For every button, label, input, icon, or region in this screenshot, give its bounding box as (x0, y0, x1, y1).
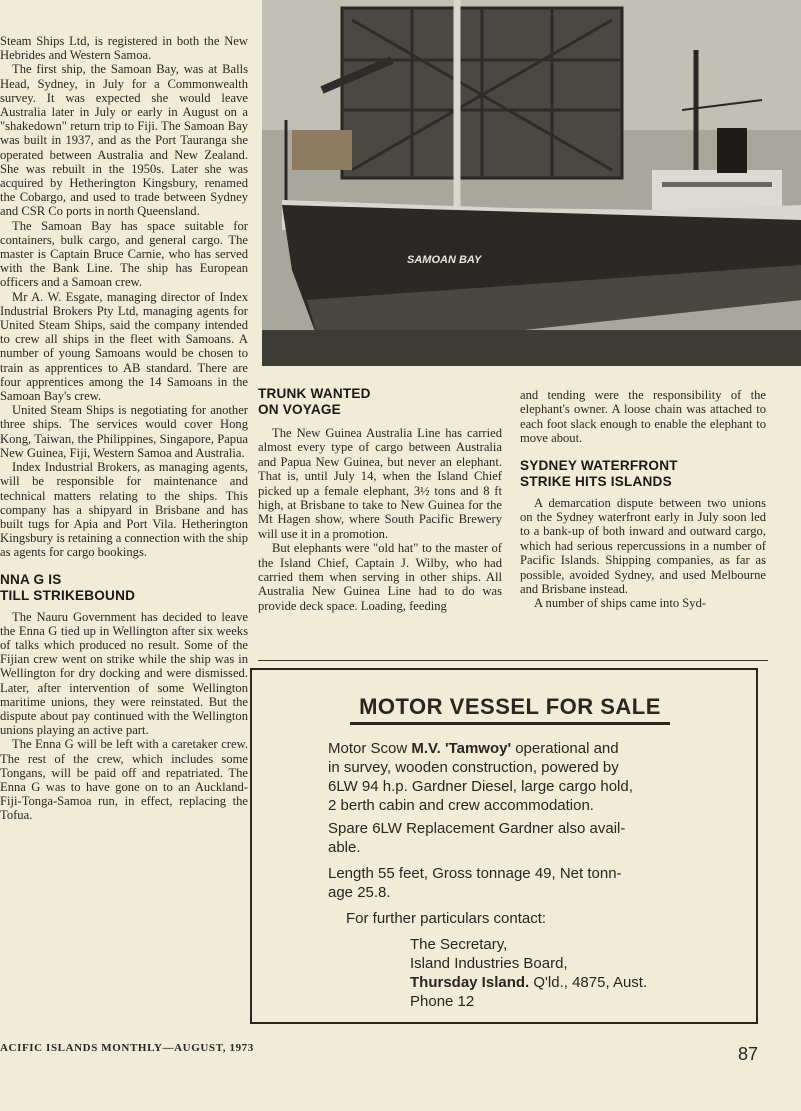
article-paragraph: The Enna G will be left with a caretaker crew. The rest of the crew, which includes some Tongans, will be paid off and repatriated. The Enna G was to have gone on to an Auckland-Fiji-Tonga-Samoa run, in effect, replacing the Tofua. (0, 737, 248, 823)
ad-line: 6LW 94 h.p. Gardner Diesel, large cargo hold, (328, 778, 633, 795)
article-paragraph: The Nauru Government has decided to leave the Enna G tied up in Wellington after six weeks of talks which produced no result. Some of the Fijian crew went on strike while the ship was in Wellington for dry docking and were dismissed. Later, after intervention of some Wellington maritime unions, they were reinstated. But the dispute about pay continued with the Wellington unions playing an active part. (0, 609, 248, 738)
article-paragraph: A demarcation dispute between two unions on the Sydney waterfront early in July soon led to a bank-up of both inward and outward cargo, which had serious repercussions in a number of Pacific Islands. Shipping companies, as far as possible, avoided Sydney, and used Melbourne and Brisbane instead. (520, 495, 766, 597)
right-column (520, 388, 766, 611)
article-paragraph: and tending were the responsibility of the elephant's owner. A loose chain was attached to each foot slack enough to enable the elephant to move about. (520, 388, 766, 446)
gantry-crane (322, 8, 622, 178)
running-footer: ACIFIC ISLANDS MONTHLY—AUGUST, 1973 (0, 1042, 254, 1054)
ad-line: able. (328, 839, 361, 856)
waterfront-heading-line1: SYDNEY WATERFRONT (520, 457, 678, 473)
ad-line: Spare 6LW Replacement Gardner also avail- (328, 820, 626, 837)
article-paragraph: Index Industrial Brokers, as managing agents, will be responsible for maintenance and technical matters relating to the ships. This company has a shipyard in Brisbane and has built tugs for Apia and Port Vila. Hetherington Kingsbury is retaining a connection with the ship as agents for cargo bookings. (0, 460, 248, 560)
ad-line: in survey, wooden construction, powered by (328, 759, 619, 776)
page-number: 87 (738, 1044, 759, 1064)
ad-address-line (410, 974, 647, 993)
trunk-heading-line2: ON VOYAGE (258, 402, 341, 417)
article-paragraph: United Steam Ships is negotiating for another three ships. The services would cover Hong Kong, Taiwan, the Philippines, Singapore, Papua New Guinea, Fiji, Western Samoa and Australia. (0, 403, 248, 460)
ad-address-line: The Secretary, (410, 936, 508, 953)
ad-title: MOTOR VESSEL FOR SALE (350, 694, 670, 725)
ad-text-fragment: Motor Scow (328, 740, 412, 757)
article-paragraph: But elephants were "old hat" to the master of the Island Chief, Captain J. Wilby, who had carried them when serving in other ships. All Australia New Guinea Line had to do was provide deck space. Loading, feeding (258, 541, 502, 613)
ad-line: Length 55 feet, Gross tonnage 49, Net tonn- (328, 865, 622, 882)
water (262, 330, 801, 366)
vessel-sale-advertisement (250, 668, 758, 1024)
trunk-heading-line1: TRUNK WANTED (258, 386, 371, 401)
ad-address-line: Island Industries Board, (410, 955, 568, 972)
enna-g-heading-line1: NNA G IS (0, 571, 62, 587)
middle-column (258, 386, 502, 613)
enna-g-heading-line2: TILL STRIKEBOUND (0, 587, 136, 603)
ship-photo (262, 0, 801, 366)
waterfront-heading-line2: STRIKE HITS ISLANDS (520, 473, 672, 489)
ad-line: 2 berth cabin and crew accommodation. (328, 797, 594, 814)
article-paragraph: The Samoan Bay has space suitable for containers, bulk cargo, and general cargo. The master is Captain Bruce Carnie, who has served with the Bank Line. The ship has European officers and a Samoan crew. (0, 218, 248, 290)
ad-text-fragment: Q'ld., 4875, Aust. (529, 974, 648, 991)
article-paragraph: Steam Ships Ltd, is registered in both the New Hebrides and Western Samoa. (0, 34, 248, 63)
ad-location: Thursday Island. (410, 974, 530, 991)
ad-line: age 25.8. (328, 884, 391, 901)
left-column (0, 34, 248, 823)
article-paragraph: Mr A. W. Esgate, managing director of Index Industrial Brokers Pty Ltd, managing agents for United Steam Ships, said the company intended to crew all ships in the fleet with Samoans. A number of young Samoans would be chosen to train as apprentices to AB standard. There are four apprentices among the 14 Samoans in the Samoan Bay's crew. (0, 289, 248, 404)
ship-illustration (262, 0, 801, 366)
article-paragraph: A number of ships came into Syd- (534, 596, 707, 611)
ad-line (328, 740, 619, 759)
vessel-name: M.V. 'Tamwoy' (411, 740, 512, 757)
ad-phone: Phone 12 (410, 993, 475, 1010)
article-paragraph: The first ship, the Samoan Bay, was at Balls Head, Sydney, in July for a Commonwealth survey. It was expected she would leave Australia later in July or early in August on a "shakedown" return trip to Fiji. The Samoan Bay was built in 1937, and as the Port Tauranga she operated between Australia and New Zealand. She was rebuilt in the 1950s. Later she was acquired by Hetherington Kingsbury, renamed the Cobargo, and used to trade between Sydney and CSR Co ports in north Queensland. (0, 62, 248, 219)
divider (258, 660, 768, 661)
ship-name-label: SAMOAN BAY (407, 254, 482, 266)
article-paragraph: The New Guinea Australia Line has carried almost every type of cargo between Australia and Papua New Guinea, but never an elephant. That is, until July 14, when the Island Chief picked up a female elephant, 3½ tons and 8 ft high, at Brisbane to take to New Guinea for the Mt Hagen show, where South Pacific Brewery will use it in a promotion. (258, 426, 502, 541)
ad-contact-heading: For further particulars contact: (346, 910, 547, 927)
ad-text-fragment: operational and (511, 740, 619, 757)
